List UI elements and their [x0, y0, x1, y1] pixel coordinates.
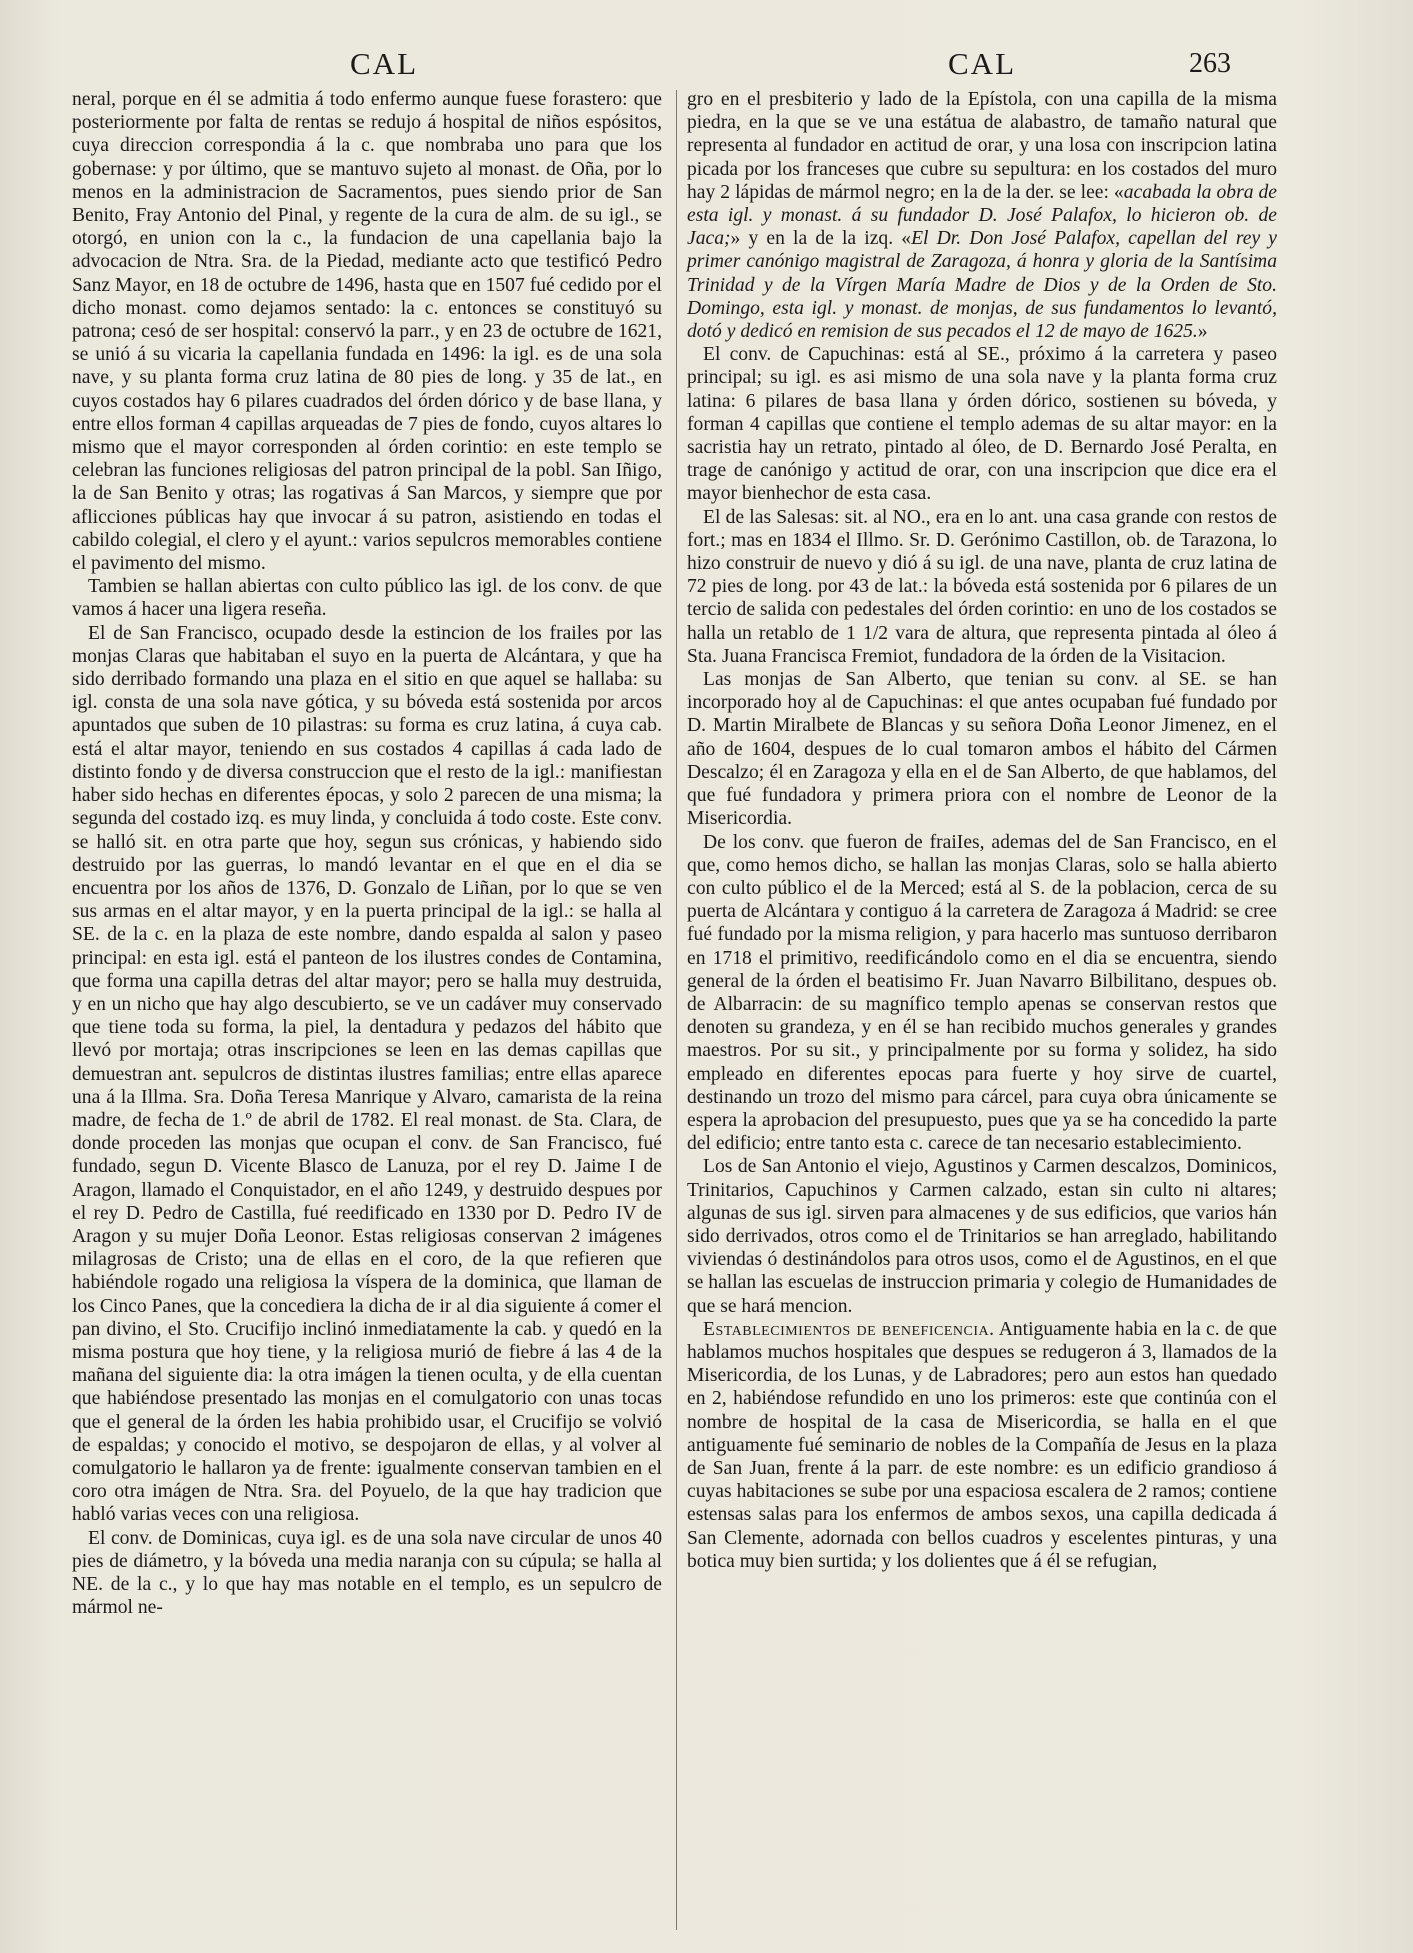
page-number: 263: [1189, 48, 1231, 79]
inscription-quote: acabada la obra de esta igl. y monast. á su fundador D. José Palafox, lo hicieron ob. de Jaca;: [687, 181, 1277, 250]
inscription-quote: El Dr. Don José Palafox, capellan del rey y primer canónigo magistral de Zaragoza, á honra y gloria de la Santísima Trinidad y de la Vírgen María Madre de Dios y de la Orden de Sto. Domingo, esta igl. y monast. de monjas, de sus fundamentos lo levantó, dotó y dedicó en remision de sus pecados el 12 de mayo de 1625.: [687, 228, 1277, 343]
left-column: [72, 88, 662, 1619]
section-heading: Establecimientos de beneficencia.: [703, 1318, 995, 1340]
paragraph: Tambien se hallan abiertas con culto público las igl. de los conv. de que vamos á hacer una ligera reseña.: [72, 576, 662, 621]
paragraph-text: » y en la de la izq. «: [730, 228, 912, 250]
paragraph: El conv. de Dominicas, cuya igl. es de una sola nave circular de unos 40 pies de diámetro, y la bóveda una media naranja con su cúpula; se halla al NE. de la c., y lo que hay mas notable en el templo, es un sepulcro de mármol ne-: [72, 1527, 662, 1619]
paragraph: El de las Salesas: sit. al NO., era en lo ant. una casa grande con restos de fort.; mas en 1834 el Illmo. Sr. D. Gerónimo Castillon, ob. de Tarazona, lo hizo construir de nuevo y dió á su igl. de una nave, planta de cruz latina de 72 pies de long. por 43 de lat.: la bóveda está sostenida por 6 pilares de un tercio de salida con pedestales del órden corintio: en uno de los costados se halla un retablo de 1 1/2 vara de altura, que representa pintada al óleo á Sta. Juana Francisca Fremiot, fundadora de la órden de la Visitacion.: [687, 506, 1277, 667]
paragraph: [687, 88, 1277, 343]
paragraph-text: »: [1197, 321, 1208, 343]
running-header-right: CAL: [948, 46, 1016, 81]
paragraph-text: gro en el presbiterio y lado de la Epístola, con una capilla de la misma piedra, en la que se ve una estátua de alabastro, de tamaño natural que representa al fundador en actitud de orar, y una losa con inscripcion latina picada por los franceses que cubre su sepultura: en los costados del muro hay 2 lápidas de mármol negro; en la de la der. se lee: «: [687, 89, 1277, 203]
paragraph: El de San Francisco, ocupado desde la estincion de los frailes por las monjas Claras que habitaban el suyo en la puerta de Alcántara, y que ha sido derribado formando una plaza en el sitio en que aquel se hallaba: su igl. consta de una sola nave gótica, y su bóveda está sostenida por arcos apuntados que suben de 10 pilastras: su forma es cruz latina, á cuya cab. está el altar mayor, teniendo en sus costados 4 capillas á cada lado de distinto fondo y de diversa construccion que el resto de la igl.: manifiestan haber sido hechas en diferentes épocas, y solo 2 parecen de una misma; la segunda del costado izq. es muy linda, y concluida á todo coste. Este conv. se halló sit. en otra parte que hoy, segun sus crónicas, y habiendo sido destruido por las guerras, lo mandó levantar en el que en el dia se encuentra por los años de 1376, D. Gonzalo de Liñan, por lo que se ven sus armas en el altar mayor, y en la puerta principal de la igl.: se halla al SE. de la c. en la plaza de este nombre, dando espalda al salon y paseo principal: en esta igl. está el panteon de los ilustres condes de Contamina, que forma una capilla detras del altar mayor; pero se halla muy destruida, y en un nicho que hay algo descubierto, se ve un cadáver muy conservado que tiene toda su forma, la piel, la dentadura y pedazos del hábito que llevó por mortaja; otras inscripciones se leen en las demas capillas que demuestran ant. sepulcros de distintas ilustres familias; entre ellas aparece una á la Illma. Sra. Doña Teresa Manrique y Alvaro, camarista de la reina madre, de fecha de 1.º de abril de 1782. El real monast. de Sta. Clara, de donde proceden las monjas que ocupan el conv. de San Francisco, fué fundado, segun D. Vicente Blasco de Lanuza, por el rey D. Jaime I de Aragon, llamado el Conquistador, en el año 1249, y destruido despues por el rey D. Pedro de Castilla, fué reedificado en 1330 por D. Pedro IV de Aragon y su mujer Doña Leonor. Estas religiosas conservan 2 imágenes milagrosas de Cristo; una de ellas en el coro, de la que refieren que habiéndole rogado una religiosa la víspera de la dominica, que llaman de los Cinco Panes, que la concediera la dicha de ir al dia siguiente á comer el pan divino, el Sto. Crucifijo inclinó inmediatamente la cab. y quedó en la misma postura que hoy tiene, y la religiosa murió de fiebre á las 4 de la mañana del siguiente dia: la otra imágen la tienen oculta, y de ella cuentan que habiéndose presentado las monjas en el comulgatorio con unas tocas que el general de la órden les habia prohibido usar, el Crucifijo se volvió de espaldas; y conocido el motivo, se despojaron de ellas, y al volver al comulgatorio le hallaron ya de frente: igualmente conservan tambien en el coro otra imágen de Ntra. Sra. del Poyuelo, de la que hay tradicion que habló varias veces con una religiosa.: [72, 622, 662, 1526]
paragraph: [687, 1318, 1277, 1573]
paragraph-text: Antiguamente habia en la c. de que hablamos muchos hospitales que despues se redugeron á 3, llamados de la Misericordia, de los Lunas, y de Labradores; pero aun estos han quedado en 2, habiéndose refundido en uno los primeros: este que continúa con el nombre de hospital de la casa de Misericordia, se halla en el que antiguamente fué seminario de nobles de la Compañía de Jesus en la plaza de San Juan, frente á la parr. de este nombre: es un edificio grandioso á cuyas habitaciones se sube por una espaciosa escalera de 2 ramos; contiene estensas salas para los enfermos de ambos sexos, una capilla dedicada á San Clemente, adornada con bellos cuadros y escelentes pinturas, y una botica muy bien surtida; y los dolientes que á él se refugian,: [687, 1318, 1277, 1572]
column-divider: [676, 90, 677, 1930]
paragraph: El conv. de Capuchinas: está al SE., próximo á la carretera y paseo principal; su igl. es asi mismo de una sola nave y la planta forma cruz latina: 6 pilares de basa llana y órden dórico, sostienen su bóveda, y forman 4 capillas que contiene el templo ademas de su altar mayor: en la sacristia hay un retrato, pintado al óleo, de D. Bernardo José Peralta, en trage de canónigo y actitud de orar, con una inscripcion que dice era el mayor bienhechor de esta casa.: [687, 344, 1277, 505]
paragraph: Las monjas de San Alberto, que tenian su conv. al SE. se han incorporado hoy al de Capuchinas: el que antes ocupaban fué fundado por D. Martin Miralbete de Blancas y su señora Doña Leonor Jimenez, en el año de 1604, despues de lo cual tomaron ambos el hábito del Cármen Descalzo; él en Zaragoza y ella en el de San Alberto, de que hablamos, del que fué fundadora y primera priora con el nombre de Leonor de la Misericordia.: [687, 669, 1277, 830]
running-header-left: CAL: [350, 46, 418, 81]
paragraph: neral, porque en él se admitia á todo enfermo aunque fuese forastero: que posteriormente por falta de rentas se redujo á hospital de niños espósitos, cuya direccion correspondia á la c. que nombraba uno para que los gobernase: y por último, que se mantuvo sujeto al monast. de Oña, por lo menos en la administracion de Sacramentos, pues siendo prior de San Benito, Fray Antonio del Pinal, y regente de la cura de alm. de su igl., se otorgó, en union con la c., la fundacion de una capellania bajo la advocacion de Ntra. Sra. de la Piedad, mediante acto que testificó Pedro Sanz Mayor, en 18 de octubre de 1496, hasta que en 1507 fué cedido por el dicho monast. como dejamos sentado: la c. entonces se constituyó su patrona; cesó de ser hospital: conservó la parr., y en 23 de octubre de 1621, se unió á su vicaria la capellania fundada en 1496: la igl. es de una sola nave, y su planta forma cruz latina de 80 pies de long. y 35 de lat., en cuyos costados hay 6 pilares cuadrados del órden dórico y de base llana, y entre ellos forman 4 capillas arqueadas de 7 pies de fondo, cuyos altares lo mismo que el mayor corresponden al órden corintio: en este templo se celebran las funciones religiosas del patron principal de la pobl. San Iñigo, la de San Benito y otras; las rogativas á San Marcos, y siempre que por aflicciones públicas hay que invocar á su patron, asistiendo en todas el cabildo colegial, el clero y el ayunt.: varios sepulcros memorables contiene el pavimento del mismo.: [72, 89, 662, 575]
paragraph: Los de San Antonio el viejo, Agustinos y Carmen descalzos, Dominicos, Trinitarios, Capuchinos y Carmen calzado, estan sin culto ni altares; algunas de sus igl. sirven para almacenes y de sus edificios, que varios hán sido derrivados, otros como el de Trinitarios se han arreglado, habilitando viviendas ó destinándolos para otros usos, como el de Agustinos, en el que se hallan las escuelas de instruccion primaria y colegio de Humanidades de que se hará mencion.: [687, 1156, 1277, 1317]
paragraph: De los conv. que fueron de fraiIes, ademas del de San Francisco, en el que, como hemos dicho, se hallan las monjas Claras, solo se halla abierto con culto público el de la Merced; está al S. de la poblacion, cerca de su puerta de Alcántara y contiguo á la carretera de Zaragoza á Madrid: se cree fué fundado por la misma religion, y para hacerlo mas suntuoso derribaron en 1718 el primitivo, reedificándolo como en el dia se encuentra, siendo general de la órden el beatisimo Fr. Juan Navarro Bilbilitano, despues ob. de Albarracin: de su magnífico templo apenas se conservan restos que denoten su grandeza, y en él se han recibido muchos generales y grandes maestros. Por su sit., y principalmente por su forma y solidez, ha sido empleado en diferentes epocas para fuerte y hoy sirve de cuartel, destinando un trozo del mismo para cárcel, para cuya obra únicamente se espera la aprobacion del presupuesto, pues que ya se ha concedido la parte del edificio; entre tanto esta c. carece de tan necesario establecimiento.: [687, 831, 1277, 1155]
right-column: [687, 88, 1277, 1573]
